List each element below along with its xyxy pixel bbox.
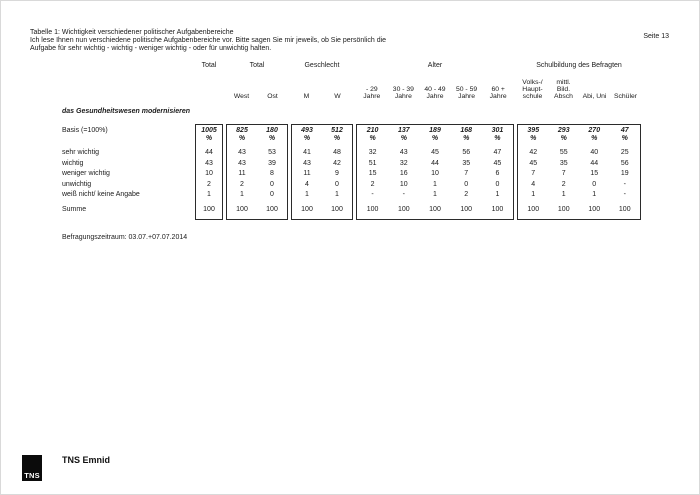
basis-value: 189 <box>429 127 441 134</box>
page-number: Seite 13 <box>643 33 669 40</box>
column-header <box>579 75 610 100</box>
data-value: 56 <box>462 149 471 156</box>
column-header-line: - 29 <box>365 86 378 93</box>
basis-cell <box>419 127 450 142</box>
tns-logo: TNS <box>22 455 42 481</box>
data-value: 25 <box>620 149 629 156</box>
data-value: 43 <box>303 159 311 167</box>
column-header-line: 30 - 39 <box>392 86 414 93</box>
data-value: 56 <box>620 159 629 167</box>
table-column <box>419 127 450 216</box>
cell-gap <box>388 142 419 149</box>
cell-gap <box>322 142 352 149</box>
data-value: 35 <box>559 159 568 167</box>
data-value: 10 <box>399 180 408 188</box>
summe-value: 100 <box>491 205 504 213</box>
column-header-line: Bild. <box>556 86 571 93</box>
column-header-line: 50 - 59 <box>455 86 478 93</box>
basis-cell <box>549 127 580 142</box>
table-group-box <box>517 124 641 220</box>
cell-gap <box>518 142 549 149</box>
basis-value: 137 <box>397 127 410 134</box>
data-value: 2 <box>207 180 211 188</box>
row-label: wichtig <box>62 159 84 167</box>
data-value: 2 <box>464 191 469 198</box>
data-value: 48 <box>333 149 341 156</box>
data-value: 4 <box>305 180 309 188</box>
cell-gap <box>482 142 513 149</box>
data-value: 45 <box>529 159 538 167</box>
column-header <box>226 75 257 100</box>
survey-table <box>62 62 644 241</box>
percent-symbol: % <box>530 134 537 142</box>
column-header-line: 40 - 49 <box>424 86 446 93</box>
data-value: 0 <box>270 191 274 198</box>
basis-value: 180 <box>266 127 278 134</box>
basis-cell <box>610 127 641 142</box>
percent-symbol: % <box>205 134 213 142</box>
basis-cell <box>482 127 513 142</box>
data-value: 2 <box>370 180 375 188</box>
column-header <box>257 75 288 100</box>
column-header <box>548 75 579 100</box>
percent-symbol: % <box>400 134 407 142</box>
header-group <box>356 62 514 100</box>
table-group-box <box>195 124 223 220</box>
data-value: 51 <box>368 159 377 167</box>
data-value: 8 <box>270 170 274 177</box>
table-column <box>388 127 419 216</box>
basis-cell <box>388 127 419 142</box>
basis-cell <box>196 127 222 142</box>
data-value: 1 <box>305 191 309 198</box>
data-value: 7 <box>561 170 566 177</box>
data-value: 44 <box>205 149 213 156</box>
cell-gap <box>451 142 482 149</box>
percent-symbol: % <box>303 134 311 142</box>
column-header-line: Schüler <box>613 93 638 100</box>
header-group <box>195 62 223 100</box>
basis-cell <box>227 127 257 142</box>
table-group-box <box>226 124 288 220</box>
data-value: 1 <box>433 180 437 188</box>
data-value: 1 <box>240 191 244 198</box>
basis-label: Basis (=100%) <box>62 127 108 134</box>
percent-symbol: % <box>621 134 628 142</box>
summe-value: 100 <box>527 205 540 213</box>
data-value: 39 <box>268 159 276 167</box>
data-value: 16 <box>399 170 408 177</box>
data-value: - <box>623 180 626 188</box>
table-column <box>451 127 482 216</box>
table-body-row <box>62 124 644 220</box>
basis-cell <box>357 127 388 142</box>
data-value: 43 <box>238 159 246 167</box>
percent-symbol: % <box>494 134 501 142</box>
data-value: 55 <box>559 149 568 156</box>
basis-value: 493 <box>301 127 313 134</box>
column-subheaders <box>291 75 353 100</box>
data-value: 32 <box>368 149 377 156</box>
data-value: 0 <box>270 180 274 188</box>
column-group-title: Alter <box>427 62 443 69</box>
table-column <box>357 127 388 216</box>
table-column <box>292 127 322 216</box>
summe-value: 100 <box>301 205 313 213</box>
column-header <box>610 75 641 100</box>
data-value: 1 <box>561 191 566 198</box>
data-value: 1 <box>335 191 339 198</box>
data-value: 0 <box>592 180 597 188</box>
summe-value: 100 <box>429 205 441 213</box>
table-column <box>196 127 222 216</box>
column-header <box>388 75 420 100</box>
data-value: 2 <box>561 180 566 188</box>
basis-value: 301 <box>491 127 504 134</box>
data-value: 53 <box>268 149 276 156</box>
summe-value: 100 <box>266 205 278 213</box>
percent-symbol: % <box>238 134 246 142</box>
table-column <box>518 127 549 216</box>
cell-gap <box>549 142 580 149</box>
data-value: 0 <box>495 180 500 188</box>
table-column <box>579 127 610 216</box>
data-value: 0 <box>335 180 339 188</box>
summe-value: 100 <box>460 205 473 213</box>
percent-symbol: % <box>333 134 341 142</box>
data-value: 10 <box>205 170 213 177</box>
column-subheaders <box>356 75 514 100</box>
percent-symbol: % <box>369 134 376 142</box>
data-value: 1 <box>207 191 211 198</box>
basis-value: 825 <box>236 127 248 134</box>
data-value: 42 <box>529 149 538 156</box>
column-header-line: Ost <box>267 93 278 100</box>
row-label: sehr wichtig <box>62 149 99 156</box>
data-value: 4 <box>531 180 536 188</box>
question-text-line1: Ich lese Ihnen nun verschiedene politische Aufgabenbereiche vor. Bitte sagen Sie mir jeweils, ob Sie persönlich die <box>30 37 387 44</box>
column-group-title: Schulbildung des Befragten <box>536 62 622 69</box>
column-header <box>195 75 223 100</box>
column-header <box>419 75 451 100</box>
table-column <box>482 127 513 216</box>
header-group <box>226 62 288 100</box>
basis-cell <box>518 127 549 142</box>
column-header-line: Abi, Uni <box>582 93 607 100</box>
column-header-line: 60 + <box>491 86 505 93</box>
survey-period-note: Befragungszeitraum: 03.07.+07.07.2014 <box>62 233 188 241</box>
data-value: 43 <box>399 149 408 156</box>
row-label: weniger wichtig <box>62 170 110 177</box>
table-column <box>322 127 352 216</box>
column-header <box>482 75 514 100</box>
table-group-box <box>291 124 353 220</box>
summe-value: 100 <box>588 205 601 213</box>
data-value: 6 <box>495 170 500 177</box>
header-group <box>291 62 353 100</box>
data-value: 15 <box>368 170 377 177</box>
data-value: 35 <box>462 159 471 167</box>
data-value: 0 <box>464 180 469 188</box>
basis-cell <box>579 127 610 142</box>
basis-value: 210 <box>366 127 379 134</box>
column-group-title: Geschlecht <box>304 62 340 69</box>
data-value: 15 <box>590 170 599 177</box>
table-group-box <box>356 124 514 220</box>
column-header-line: Absch <box>554 93 573 100</box>
column-header-line: M <box>303 93 310 100</box>
column-header-line: Jahre <box>394 93 412 100</box>
header-label-spacer <box>62 62 195 100</box>
brand-name: TNS Emnid <box>62 455 111 465</box>
row-label: unwichtig <box>62 180 92 188</box>
table-column <box>257 127 287 216</box>
data-value: - <box>623 191 626 198</box>
data-value: 1 <box>592 191 597 198</box>
basis-value: 270 <box>588 127 601 134</box>
data-value: 47 <box>493 149 502 156</box>
data-value: 1 <box>433 191 437 198</box>
header-group <box>517 62 641 100</box>
percent-symbol: % <box>431 134 439 142</box>
basis-value: 395 <box>527 127 540 134</box>
percent-symbol: % <box>560 134 567 142</box>
basis-value: 47 <box>620 127 629 134</box>
row-label-column <box>62 124 195 220</box>
summe-value: 100 <box>366 205 379 213</box>
cell-gap <box>357 142 388 149</box>
column-header-line: Jahre <box>489 93 507 100</box>
data-value: 41 <box>303 149 311 156</box>
data-value: 19 <box>620 170 629 177</box>
percent-symbol: % <box>268 134 276 142</box>
table-column <box>227 127 257 216</box>
data-value: 11 <box>238 170 246 177</box>
data-value: 7 <box>531 170 536 177</box>
data-value: 7 <box>464 170 469 177</box>
cell-gap <box>579 142 610 149</box>
percent-symbol: % <box>463 134 470 142</box>
column-subheaders <box>195 75 223 100</box>
table-column <box>610 127 641 216</box>
report-intro <box>30 29 386 53</box>
data-value: - <box>402 191 405 198</box>
summe-label: Summe <box>62 205 87 213</box>
basis-cell <box>257 127 287 142</box>
data-value: - <box>371 191 374 198</box>
table-header-row <box>62 62 644 100</box>
data-value: 10 <box>431 170 439 177</box>
column-header-line: Jahre <box>363 93 381 100</box>
summe-value: 100 <box>557 205 570 213</box>
data-value: 44 <box>590 159 599 167</box>
column-group-title: Total <box>201 62 217 69</box>
column-header-line: Jahre <box>426 93 444 100</box>
column-header-line: Volks-/ <box>522 79 543 86</box>
column-header-line: West <box>233 93 250 100</box>
data-value: 40 <box>590 149 599 156</box>
column-header-line: W <box>334 93 341 100</box>
data-value: 2 <box>240 180 244 188</box>
section-title: das Gesundheitswesen modernisieren <box>62 108 190 115</box>
data-value: 43 <box>205 159 213 167</box>
data-value: 43 <box>238 149 246 156</box>
data-value: 1 <box>531 191 536 198</box>
column-header-line: Jahre <box>458 93 476 100</box>
basis-value: 512 <box>331 127 343 134</box>
basis-value: 293 <box>557 127 570 134</box>
data-value: 44 <box>431 159 439 167</box>
column-subheaders <box>226 75 288 100</box>
percent-symbol: % <box>591 134 598 142</box>
basis-value: 168 <box>460 127 473 134</box>
basis-cell <box>292 127 322 142</box>
data-value: 45 <box>431 149 439 156</box>
cell-gap <box>227 142 257 149</box>
cell-gap <box>292 142 322 149</box>
question-text-line2: Aufgabe für sehr wichtig - wichtig - weniger wichtig - oder für unwichtig halten. <box>30 45 272 52</box>
label-gap <box>62 142 195 149</box>
summe-value: 100 <box>397 205 410 213</box>
summe-value: 100 <box>236 205 248 213</box>
data-value: 45 <box>493 159 502 167</box>
data-value: 1 <box>495 191 500 198</box>
row-label: weiß nicht/ keine Angabe <box>62 191 140 198</box>
cell-gap <box>257 142 287 149</box>
column-header-line: Haupt- <box>522 86 543 93</box>
basis-cell <box>451 127 482 142</box>
column-header-line: schule <box>522 93 543 100</box>
data-value: 32 <box>399 159 408 167</box>
column-header <box>322 75 353 100</box>
table-column <box>549 127 580 216</box>
basis-value: 1005 <box>201 127 217 134</box>
cell-gap <box>610 142 641 149</box>
column-header <box>451 75 483 100</box>
data-value: 9 <box>335 170 339 177</box>
column-header-line: mittl. <box>556 79 571 86</box>
column-header <box>356 75 388 100</box>
column-subheaders <box>517 75 641 100</box>
column-header <box>517 75 548 100</box>
summe-value: 100 <box>618 205 631 213</box>
data-value: 42 <box>333 159 341 167</box>
cell-gap <box>196 142 222 149</box>
table-title: Tabelle 1: Wichtigkeit verschiedener politischer Aufgabenbereiche <box>30 29 234 36</box>
column-group-title: Total <box>249 62 265 69</box>
data-value: 11 <box>303 170 311 177</box>
summe-value: 100 <box>331 205 343 213</box>
column-header <box>291 75 322 100</box>
summe-value: 100 <box>203 205 215 213</box>
cell-gap <box>419 142 450 149</box>
basis-cell <box>322 127 352 142</box>
